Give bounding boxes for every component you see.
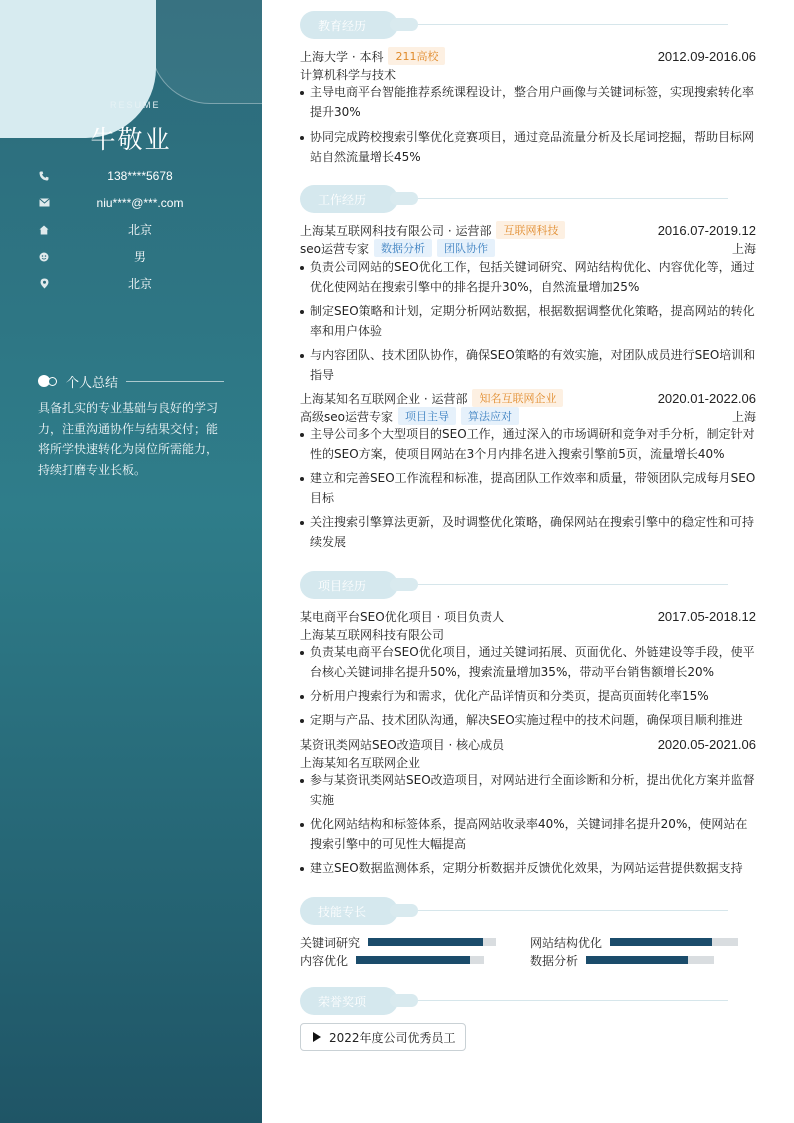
gender-icon	[38, 251, 50, 263]
list-item: 负责公司网站的SEO优化工作，包括关键词研究、网站结构优化、内容优化等，通过优化使网站在搜索引擎中的排名提升30%，自然流量增加25%	[300, 258, 756, 297]
phone-icon	[38, 170, 50, 182]
list-item: 与内容团队、技术团队协作，确保SEO策略的有效实施，对团队成员进行SEO培训和指导	[300, 346, 756, 385]
contact-home	[0, 216, 262, 243]
award-label: 2022年度公司优秀员工	[329, 1030, 456, 1045]
school-name: 上海大学 · 本科	[300, 49, 384, 64]
section-header-awards	[300, 987, 756, 1015]
list-item: 优化网站结构和标签体系，提高网站收录率40%，关键词排名提升20%，使网站在搜索引擎中的可见性大幅提高	[300, 815, 756, 854]
summary-text: 具备扎实的专业基础与良好的学习力，注重沟通协作与结果交付；能将所学快速转化为岗位所需能力，持续打磨专业长板。	[38, 401, 219, 477]
work-header	[300, 389, 756, 407]
list-item: 分析用户搜索行为和需求，优化产品详情页和分类页，提高页面转化率15%	[300, 687, 756, 707]
summary-title: 个人总结	[66, 375, 119, 391]
contact-phone-value: 138****5678	[107, 168, 173, 183]
list-item: 主导公司多个大型项目的SEO工作，通过深入的市场调研和竞争对手分析，制定针对性的SEO方案，使项目网站在3个月内排名进入搜索引擎前5页，流量增长40%	[300, 425, 756, 464]
project-title: 某电商平台SEO优化项目 · 项目负责人	[300, 609, 505, 624]
project-org-row	[300, 625, 756, 643]
contact-email-value: niu****@***.com	[96, 195, 184, 210]
education-header	[300, 47, 756, 65]
list-item: 制定SEO策略和计划，定期分析网站数据，根据数据调整优化策略，提高网站的转化率和用户体验	[300, 302, 756, 341]
list-item: 定期与产品、技术团队沟通，解决SEO实施过程中的技术问题，确保项目顺利推进	[300, 711, 756, 731]
role-tag: 数据分析	[374, 239, 432, 257]
role-tag: 团队协作	[437, 239, 495, 257]
skill-bar-fill	[610, 938, 712, 946]
list-item: 负责某电商平台SEO优化项目，通过关键词拓展、页面优化、外链建设等手段，使平台核心关键词排名提升50%，搜索流量增加35%，带动平台销售额增长20%	[300, 643, 756, 682]
list-item: 建立SEO数据监测体系，定期分析数据并反馈优化效果，为网站运营提供数据支持	[300, 859, 756, 879]
skill-name: 关键词研究	[300, 935, 361, 950]
decorative-ring	[150, 0, 262, 104]
section-title: 技能专长	[300, 897, 398, 925]
work-role-row	[300, 239, 756, 257]
skill-item	[530, 952, 714, 968]
company-name: 上海某知名互联网企业 · 运营部	[300, 391, 468, 406]
skill-name: 网站结构优化	[530, 935, 603, 950]
project-date: 2020.05-2021.06	[657, 736, 756, 752]
project-header	[300, 607, 756, 625]
skill-bar-fill	[356, 956, 470, 964]
section-title: 项目经历	[300, 571, 398, 599]
section-title: 荣誉奖项	[300, 987, 398, 1015]
project-header	[300, 735, 756, 753]
work-city: 上海	[731, 409, 756, 424]
major: 计算机科学与技术	[300, 67, 397, 82]
list-item: 参与某资讯类网站SEO改造项目，对网站进行全面诊断和分析，提出优化方案并监督实施	[300, 771, 756, 810]
section-title: 工作经历	[300, 185, 398, 213]
skill-bar	[586, 956, 714, 964]
contact-gender	[0, 243, 262, 270]
skill-item	[300, 934, 496, 950]
award-item	[300, 1023, 466, 1051]
summary-divider	[126, 381, 224, 382]
role-tag: 算法应对	[461, 407, 519, 425]
skill-name: 内容优化	[300, 953, 349, 968]
list-item: 协同完成跨校搜索引擎优化竞赛项目，通过竞品流量分析及长尾词挖掘，帮助目标网站自然流量增长45%	[300, 128, 756, 167]
company-name: 上海某互联网科技有限公司 · 运营部	[300, 223, 492, 238]
contact-gender-value: 男	[133, 250, 146, 264]
project-date: 2017.05-2018.12	[657, 608, 756, 624]
project-org: 上海某互联网科技有限公司	[300, 627, 445, 642]
sidebar	[0, 0, 262, 1123]
work-date: 2020.01-2022.06	[657, 390, 756, 406]
contact-list	[0, 162, 262, 297]
list-item: 主导电商平台智能推荐系统课程设计，整合用户画像与关键词标签，实现搜索转化率提升30%	[300, 83, 756, 122]
education-date: 2012.09-2016.06	[657, 48, 756, 64]
candidate-name: 牛敬业	[90, 125, 172, 154]
work-date: 2016.07-2019.12	[657, 222, 756, 238]
home-icon	[38, 224, 50, 236]
summary-heading	[38, 372, 224, 390]
skill-item	[530, 934, 738, 950]
mail-icon	[38, 197, 50, 209]
contact-phone	[0, 162, 262, 189]
circles-icon	[38, 375, 60, 387]
project-org: 上海某知名互联网企业	[300, 755, 421, 770]
school-tag: 211高校	[388, 47, 445, 65]
role-title: seo运营专家	[300, 241, 369, 256]
role-title: 高级seo运营专家	[300, 409, 393, 424]
project-org-row	[300, 753, 756, 771]
skill-bar	[356, 956, 484, 964]
list-item: 关注搜索引擎算法更新，及时调整优化策略，确保网站在搜索引擎中的稳定性和可持续发展	[300, 513, 756, 552]
skill-bar	[368, 938, 496, 946]
contact-location-value: 北京	[127, 277, 152, 291]
location-pin-icon	[38, 278, 50, 290]
contact-email	[0, 189, 262, 216]
skill-bar	[610, 938, 738, 946]
list-item: 建立和完善SEO工作流程和标准，提高团队工作效率和质量，带领团队完成每月SEO目标	[300, 469, 756, 508]
contact-home-value: 北京	[127, 223, 152, 237]
resume-word: RESUME	[110, 100, 161, 110]
education-major-row	[300, 65, 756, 83]
section-header-project	[300, 571, 756, 599]
work-role-row	[300, 407, 756, 425]
work-city: 上海	[731, 241, 756, 256]
company-tag: 互联网科技	[496, 221, 565, 239]
section-title: 教育经历	[300, 11, 398, 39]
section-header-education	[300, 11, 756, 39]
contact-location	[0, 270, 262, 297]
decorative-blob	[0, 0, 156, 138]
section-header-skills	[300, 897, 756, 925]
work-header	[300, 221, 756, 239]
role-tag: 项目主导	[398, 407, 456, 425]
skill-bar-fill	[368, 938, 483, 946]
skill-bar-fill	[586, 956, 688, 964]
skill-item	[300, 952, 484, 968]
project-title: 某资讯类网站SEO改造项目 · 核心成员	[300, 737, 505, 752]
skill-name: 数据分析	[530, 953, 579, 968]
play-triangle-icon	[313, 1032, 321, 1042]
company-tag: 知名互联网企业	[472, 389, 563, 407]
section-header-work	[300, 185, 756, 213]
